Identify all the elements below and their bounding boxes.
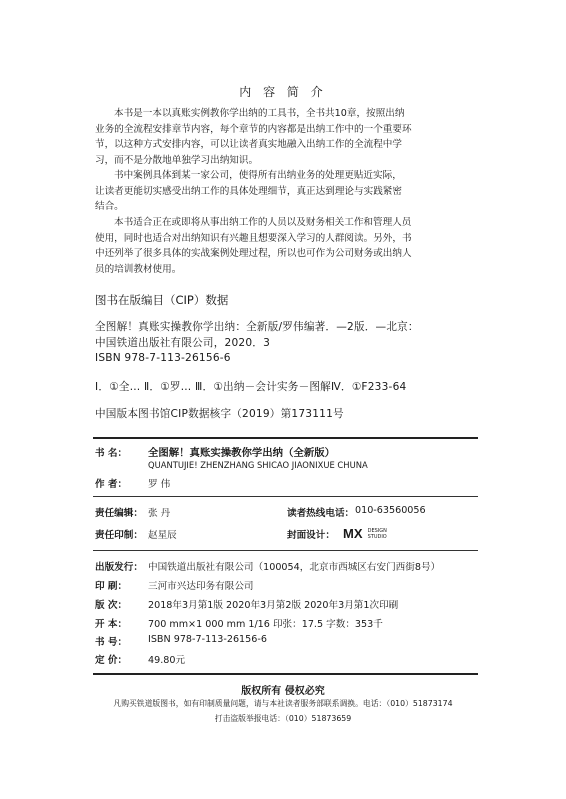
cip-line-1: 全图解！真账实操教你学出纳：全新版/罗伟编著．—2版．—北京： [95, 321, 419, 333]
price-label: 定 价： [95, 655, 128, 666]
print-value: 赵星辰 [148, 530, 177, 541]
book-title-value: 全图解！真账实操教你学出纳（全新版） [148, 447, 336, 459]
publisher-value: 中国铁道出版社有限公司（100054，北京市西城区右安门西街8号） [148, 562, 441, 573]
intro-line: 习，而不是分散地单独学习出纳知识。 [95, 154, 259, 166]
printer-label: 印 刷： [95, 581, 128, 592]
cip-heading: 图书在版编目（CIP）数据 [95, 293, 229, 307]
intro-line: 使用，同时也适合对出纳知识有兴趣且想要深入学习的人群阅读。另外，书 [95, 232, 412, 244]
author-value: 罗 伟 [148, 479, 171, 490]
publisher-label: 出版发行： [95, 562, 143, 573]
intro-paragraph-2 [95, 168, 475, 215]
edition-label: 版 次： [95, 600, 128, 611]
printer-value: 三河市兴达印务有限公司 [148, 581, 254, 592]
cover-label: 封面设计： [287, 530, 335, 541]
author-label: 作 者： [95, 479, 128, 490]
cover-design-logo [343, 523, 387, 542]
intro-line: 结合。 [95, 201, 124, 213]
intro-paragraph-1 [95, 106, 475, 168]
format-label: 开 本： [95, 619, 128, 630]
intro-line: 书中案例具体到某一家公司，使得所有出纳业务的处理更贴近实际， [114, 170, 402, 181]
intro-line: 节，以这种方式安排内容，可以让读者真实地融入出纳工作的全流程中学 [95, 139, 402, 151]
isbn-value: ISBN 978-7-113-26156-6 [148, 634, 267, 645]
copyright-notice: 版权所有 侵权必究 [241, 686, 325, 697]
editor-value: 张 丹 [148, 508, 171, 519]
logo-subtext: DESIGN STUDIO [367, 527, 387, 540]
print-label: 责任印制： [95, 530, 143, 541]
book-title-label: 书 名： [95, 448, 128, 459]
divider [93, 550, 478, 551]
edition-value: 2018年3月第1版 2020年3月第2版 2020年3月第1次印刷 [148, 600, 399, 611]
footer-piracy-line: 打击盗版举报电话：（010）51873659 [214, 714, 352, 723]
editor-label: 责任编辑： [95, 508, 143, 519]
intro-line: 本书是一本以真账实例教你学出纳的工具书，全书共10章，按照出纳 [114, 108, 405, 119]
hotline-label: 读者热线电话： [287, 508, 355, 519]
hotline-value: 010-63560056 [355, 505, 426, 516]
format-value: 700 mm×1 000 mm 1/16 印张：17.5 字数：353千 [148, 619, 383, 630]
divider [93, 496, 478, 497]
page-title: 内 容 简 介 [239, 85, 327, 99]
intro-line: 让读者更能切实感受出纳工作的具体处理细节，真正达到理论与实践紧密 [95, 185, 402, 197]
intro-paragraph-3 [95, 215, 475, 277]
isbn-label: 书 号： [95, 637, 128, 648]
cip-line-5: 中国版本图书馆CIP数据核字（2019）第173111号 [95, 408, 344, 420]
intro-line: 业务的全流程安排章节内容，每个章节的内容都是出纳工作中的一个重要环 [95, 123, 412, 135]
footer-quality-line: 凡购买铁道版图书，如有印制质量问题，请与本社读者服务部联系调换。电话：（010）51873174 [113, 699, 453, 708]
divider [93, 673, 478, 675]
cip-line-2: 中国铁道出版社有限公司，2020．3 [95, 337, 271, 349]
cip-line-4: Ⅰ．①全… Ⅱ．①罗… Ⅲ．①出纳－会计实务－图解Ⅳ．①F233-64 [95, 381, 407, 393]
divider [93, 437, 478, 439]
book-pinyin: QUANTUJIE! ZHENZHANG SHICAO JIAONIXUE CHUNA [148, 460, 368, 470]
price-value: 49.80元 [148, 655, 186, 666]
intro-line: 中还列举了很多具体的实战案例处理过程，所以也可作为公司财务或出纳人 [95, 248, 412, 260]
intro-line: 本书适合正在或即将从事出纳工作的人员以及财务相关工作和管理人员 [114, 217, 412, 228]
logo-mark: MX [343, 526, 363, 541]
intro-line: 员的培训教材使用。 [95, 263, 182, 275]
cip-line-3: ISBN 978-7-113-26156-6 [95, 352, 231, 364]
